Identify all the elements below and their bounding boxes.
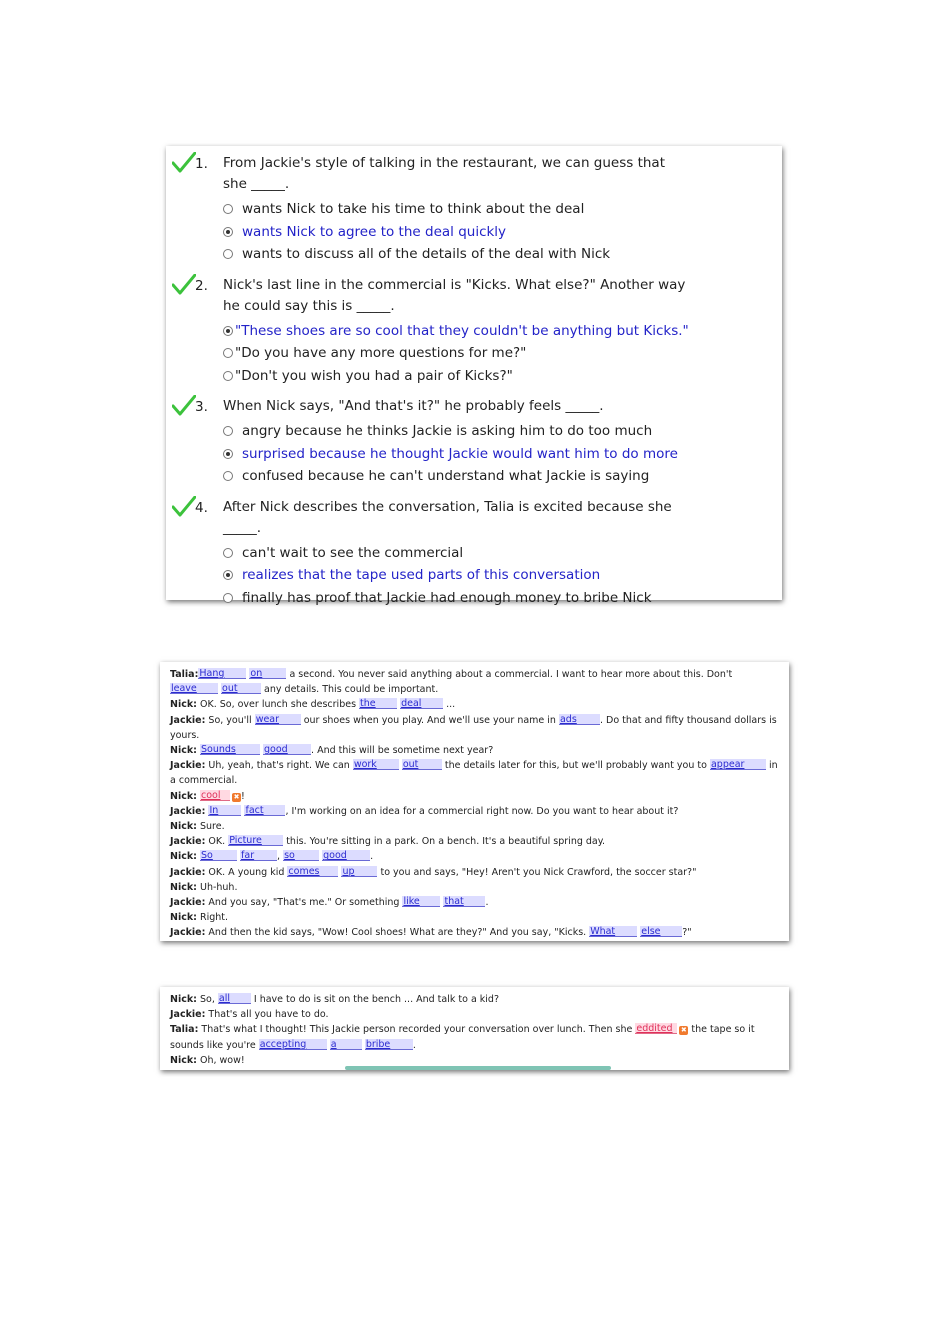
answer-option[interactable] xyxy=(223,243,782,266)
speaker-name: Jackie: xyxy=(170,866,206,878)
radio-icon[interactable] xyxy=(223,204,233,214)
dialog-text: I have to do is sit on the bench ... And talk to a kid? xyxy=(250,994,499,1005)
answer-blank-incorrect[interactable]: cool xyxy=(200,790,230,801)
answer-blank[interactable]: So xyxy=(200,850,237,861)
dialog-panel-2 xyxy=(160,987,789,1070)
answer-blank[interactable]: accepting xyxy=(259,1039,327,1050)
speaker-name: Jackie: xyxy=(170,897,206,909)
dialog-line xyxy=(170,895,779,910)
speaker-name: Nick: xyxy=(170,699,197,711)
answer-option-label: wants Nick to take his time to think about the deal xyxy=(242,201,585,217)
error-marker-icon: ✖ xyxy=(680,1026,687,1035)
dialog-text: That's what I thought! This Jackie person recorded your conversation over lunch. Then she xyxy=(198,1024,636,1036)
question-number: 3. xyxy=(195,399,208,415)
dialog-text: Sure. xyxy=(196,821,225,833)
question-stem: Nick's last line in the commercial is "Kicks. What else?" Another way he could say this is _____. xyxy=(223,276,686,314)
dialog-line xyxy=(170,849,779,864)
answer-blank[interactable]: appear xyxy=(710,759,766,770)
answer-option-label: wants to discuss all of the details of the deal with Nick xyxy=(242,246,611,262)
answer-blank[interactable]: up xyxy=(341,866,377,877)
answer-option[interactable] xyxy=(223,198,782,221)
dialog-text: And you say, "That's me." Or something xyxy=(205,897,403,909)
answer-blank[interactable]: deal xyxy=(400,698,443,709)
checkmark-icon xyxy=(172,496,196,518)
dialog-text: . And this will be sometime next year? xyxy=(311,745,494,757)
speaker-name: Nick: xyxy=(170,881,197,893)
answer-option-label: "These shoes are so cool that they couldn't be anything but Kicks." xyxy=(235,322,689,339)
dialog-text: OK. So, over lunch she describes xyxy=(196,699,360,711)
dialog-text: ... xyxy=(443,699,456,711)
answer-option[interactable] xyxy=(223,342,782,365)
answer-blank[interactable]: good xyxy=(263,744,311,755)
answer-option-label: angry because he thinks Jackie is asking him to do too much xyxy=(242,423,653,439)
dialog-text: ! xyxy=(241,790,245,802)
dialog-line xyxy=(170,819,779,834)
radio-icon[interactable] xyxy=(223,371,233,381)
answer-blank[interactable]: work xyxy=(353,759,399,770)
answer-blank[interactable]: like xyxy=(402,896,440,907)
radio-icon[interactable] xyxy=(223,426,233,436)
question-number: 4. xyxy=(195,499,208,516)
answer-option[interactable] xyxy=(223,320,782,343)
answer-blank[interactable]: the xyxy=(359,698,397,709)
radio-icon[interactable] xyxy=(223,348,233,358)
answer-blank[interactable]: Sounds xyxy=(200,744,260,755)
dialog-line xyxy=(170,925,779,940)
question-stem: After Nick describes the conversation, Talia is excited because she _____. xyxy=(223,498,672,536)
answer-option[interactable] xyxy=(223,564,782,587)
dialog-text: . xyxy=(412,1039,416,1051)
answer-option-label: confused because he can't understand what Jackie is saying xyxy=(242,468,650,484)
dialog-line xyxy=(170,804,779,819)
answer-blank[interactable]: Hang xyxy=(198,668,246,679)
radio-selected-icon[interactable] xyxy=(223,449,233,459)
answer-blank[interactable]: on xyxy=(249,668,286,679)
answer-option[interactable] xyxy=(223,443,782,466)
dialog-text: . xyxy=(370,851,374,863)
answer-blank[interactable]: that xyxy=(443,896,485,907)
answer-blank[interactable]: good xyxy=(322,850,370,861)
answer-blank[interactable]: a xyxy=(330,1039,362,1050)
dialog-text: Oh, wow! xyxy=(196,1054,245,1066)
dialog-line xyxy=(170,880,779,895)
speaker-name: Nick: xyxy=(170,821,197,833)
answer-option[interactable] xyxy=(223,365,782,388)
question-number: 1. xyxy=(195,156,208,172)
dialog-text: in a commercial. xyxy=(170,760,778,787)
radio-icon[interactable] xyxy=(223,548,233,558)
dialog-text: any details. This could be important. xyxy=(261,684,439,696)
dialog-line xyxy=(170,865,779,880)
answer-blank[interactable]: What xyxy=(589,926,637,937)
speaker-name: Jackie: xyxy=(170,760,206,772)
dialog-text: Uh-huh. xyxy=(196,881,238,893)
question-stem: From Jackie's style of talking in the restaurant, we can guess that she _____. xyxy=(223,155,665,192)
answer-blank[interactable]: out xyxy=(221,683,261,694)
speaker-name: Nick: xyxy=(170,745,197,757)
dialog-text: , xyxy=(277,851,284,863)
dialog-text: So, you'll xyxy=(205,714,255,726)
dialog-text: ?" xyxy=(682,927,692,939)
answer-option-label: "Don't you wish you had a pair of Kicks?" xyxy=(235,367,513,384)
answer-option-label: "Do you have any more questions for me?" xyxy=(235,345,527,361)
answer-option-label: can't wait to see the commercial xyxy=(242,544,464,561)
speaker-name: Jackie: xyxy=(170,836,206,848)
dialog-line xyxy=(170,834,779,849)
radio-icon[interactable] xyxy=(223,249,233,259)
dialog-line xyxy=(170,789,779,804)
dialog-text: , I'm working on an idea for a commercial right now. Do you want to hear about it? xyxy=(285,805,679,817)
dialog-text: . xyxy=(485,897,489,909)
answer-option-label: wants Nick to agree to the deal quickly xyxy=(242,223,507,240)
dialog-panel-1 xyxy=(160,662,789,941)
answer-blank[interactable]: Picture xyxy=(228,835,283,846)
checkmark-icon xyxy=(172,395,196,417)
dialog-text: OK. xyxy=(205,836,229,848)
dialog-text: . Do that and fifty thousand dollars is yours. xyxy=(170,714,777,741)
horizontal-scrollbar[interactable] xyxy=(345,1066,611,1070)
dialog-text: And then the kid says, "Wow! Cool shoes! What are they?" And you say, "Kicks. xyxy=(205,927,590,939)
question-2 xyxy=(166,274,782,388)
radio-selected-icon[interactable] xyxy=(223,570,233,580)
answer-blank[interactable]: comes xyxy=(287,866,338,877)
speaker-name: Nick: xyxy=(170,994,197,1005)
answer-blank[interactable]: ads xyxy=(559,714,600,725)
speaker-name: Nick: xyxy=(170,912,197,924)
dialog-text: OK. A young kid xyxy=(205,866,288,878)
error-marker-icon: ✖ xyxy=(233,792,240,801)
speaker-name: Jackie: xyxy=(170,1009,206,1021)
answer-option-label: surprised because he thought Jackie would want him to do more xyxy=(242,445,678,462)
answer-blank[interactable]: leave xyxy=(170,683,218,694)
question-1 xyxy=(166,152,782,266)
dialog-line xyxy=(170,743,779,758)
dialog-line xyxy=(170,992,779,1007)
answer-blank[interactable]: fact xyxy=(244,805,285,816)
question-stem: When Nick says, "And that's it?" he probably feels _____. xyxy=(223,398,604,414)
speaker-name: Nick: xyxy=(170,1054,197,1066)
dialog-line xyxy=(170,697,779,712)
answer-option-label: finally has proof that Jackie had enough money to bribe Nick xyxy=(242,589,652,606)
answer-blank[interactable]: wear xyxy=(255,714,301,725)
speaker-name: Nick: xyxy=(170,851,197,863)
dialog-line xyxy=(170,1022,779,1052)
speaker-name: Jackie: xyxy=(170,805,206,817)
dialog-text: So, xyxy=(196,994,218,1005)
answer-option[interactable] xyxy=(223,542,782,565)
speaker-name: Jackie: xyxy=(170,927,206,939)
radio-icon[interactable] xyxy=(223,593,233,603)
dialog-text: the tape so it sounds like you're xyxy=(170,1024,755,1051)
dialog-line xyxy=(170,667,779,697)
speaker-name: Talia: xyxy=(170,669,199,680)
answer-option[interactable] xyxy=(223,221,782,244)
answer-option[interactable] xyxy=(223,465,782,488)
question-number: 2. xyxy=(195,277,208,294)
dialog-text: That's all you have to do. xyxy=(205,1009,329,1021)
dialog-text: Uh, yeah, that's right. We can xyxy=(205,760,353,772)
dialog-text: to you and says, "Hey! Aren't you Nick Crawford, the soccer star?" xyxy=(377,866,697,878)
answer-blank-incorrect[interactable]: eddited xyxy=(635,1023,677,1034)
checkmark-icon xyxy=(172,152,196,174)
radio-icon[interactable] xyxy=(223,471,233,481)
dialog-text: Right. xyxy=(196,912,229,924)
dialog-text: the details later for this, but we'll probably want you to xyxy=(441,760,710,772)
quiz-panel xyxy=(166,146,782,606)
answer-blank[interactable]: In xyxy=(208,805,241,816)
dialog-line xyxy=(170,713,779,743)
answer-option-label: realizes that the tape used parts of this conversation xyxy=(242,567,601,583)
dialog-text: our shoes when you play. And we'll use your name in xyxy=(300,714,559,726)
question-3 xyxy=(166,395,782,488)
answer-option[interactable] xyxy=(223,420,782,443)
radio-selected-icon[interactable] xyxy=(223,227,233,237)
dialog-text: this. You're sitting in a park. On a bench. It's a beautiful spring day. xyxy=(283,836,606,848)
answer-blank[interactable]: so xyxy=(283,850,319,861)
speaker-name: Nick: xyxy=(170,790,197,802)
speaker-name: Jackie: xyxy=(170,714,206,726)
radio-selected-icon[interactable] xyxy=(223,326,233,336)
speaker-name: Talia: xyxy=(170,1024,199,1036)
answer-option[interactable] xyxy=(223,587,782,610)
checkmark-icon xyxy=(172,274,196,296)
answer-blank[interactable]: all xyxy=(218,993,251,1004)
question-4 xyxy=(166,496,782,610)
answer-blank[interactable]: far xyxy=(240,850,277,861)
dialog-line xyxy=(170,910,779,925)
dialog-line xyxy=(170,1007,779,1022)
answer-blank[interactable]: else xyxy=(640,926,682,937)
answer-blank[interactable]: out xyxy=(402,759,442,770)
answer-blank[interactable]: bribe xyxy=(365,1039,413,1050)
dialog-line xyxy=(170,758,779,788)
dialog-text: a second. You never said anything about a commercial. I want to hear more about this. Don't xyxy=(286,669,733,680)
